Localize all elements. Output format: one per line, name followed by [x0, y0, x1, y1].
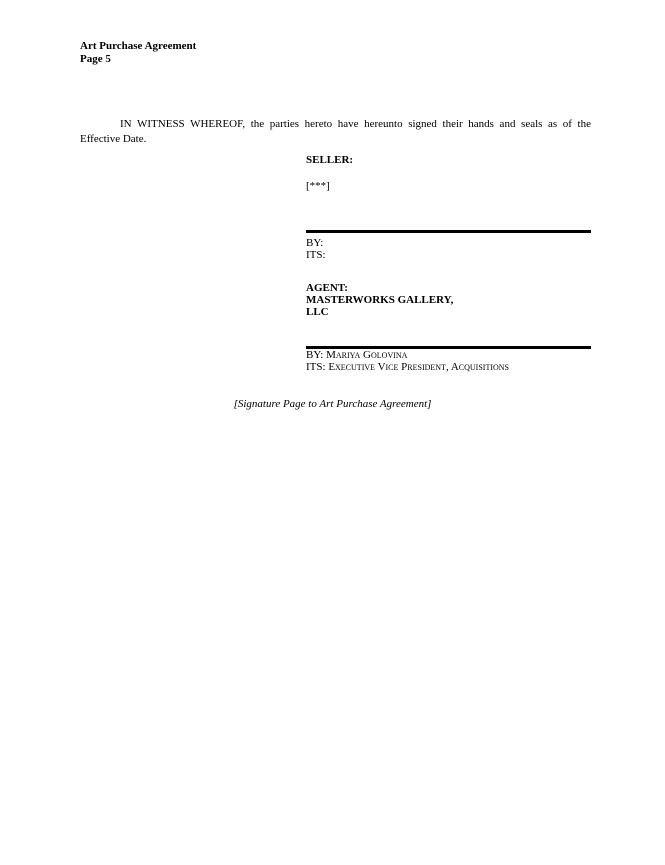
seller-by-label: BY:	[306, 237, 324, 249]
signature-page-caption: [Signature Page to Art Purchase Agreement]	[233, 398, 432, 410]
seller-block	[306, 154, 591, 192]
seller-signatory	[306, 237, 591, 261]
document-title: Art Purchase Agreement	[80, 40, 197, 52]
agent-heading: AGENT:	[306, 282, 348, 294]
seller-signature-line	[306, 230, 591, 233]
agent-block	[306, 282, 591, 318]
agent-by-name: Mariya Golovina	[326, 349, 408, 361]
page-number: Page 5	[80, 53, 111, 65]
agent-company-line2: LLC	[306, 306, 329, 318]
seller-name-placeholder: [***]	[306, 180, 330, 192]
agent-its-label: ITS:	[306, 361, 326, 373]
seller-heading: SELLER:	[306, 154, 354, 166]
document-header	[80, 40, 196, 66]
agent-by-row	[306, 349, 591, 361]
agent-company-line1: MASTERWORKS GALLERY,	[306, 294, 454, 306]
agent-signatory	[306, 349, 591, 373]
agent-its-title: Executive Vice President, Acquisitions	[328, 361, 509, 373]
witness-clause: IN WITNESS WHEREOF, the parties hereto have hereunto signed their hands and seals as of the Effective Date.	[80, 118, 591, 145]
agent-its-row	[306, 361, 591, 373]
agent-by-label: BY:	[306, 349, 324, 361]
seller-its-label: ITS:	[306, 249, 326, 261]
